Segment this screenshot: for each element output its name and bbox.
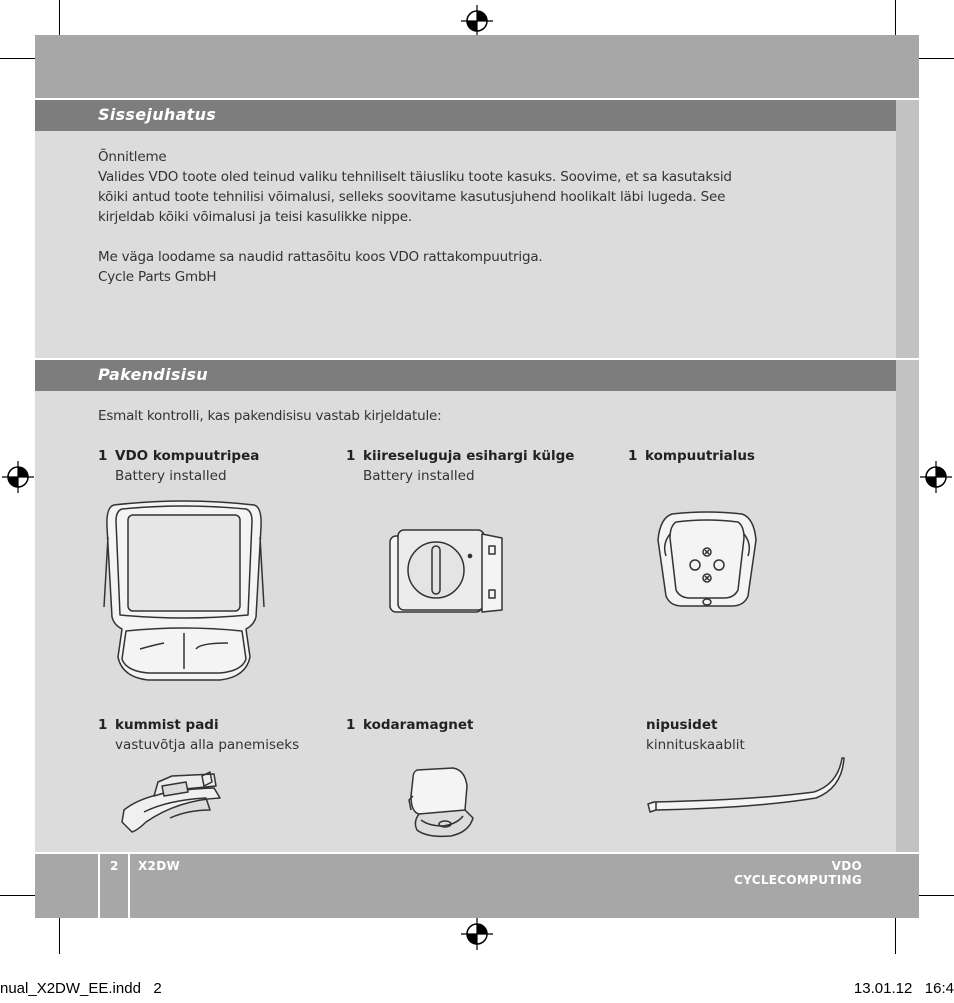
cable-tie-icon <box>644 754 848 816</box>
header-band <box>35 35 919 98</box>
rubber-pad-icon <box>118 770 226 836</box>
item-qty: 1 <box>628 448 638 464</box>
package-item <box>346 446 616 486</box>
package-item <box>628 446 878 466</box>
item-title: kodaramagnet <box>363 717 474 733</box>
package-item <box>98 715 338 755</box>
crop-mark <box>895 912 896 954</box>
package-heading-bar <box>35 360 896 391</box>
intro-line: kirjeldab kõiki võimalusi ja teisi kasulikke nippe. <box>98 209 412 225</box>
intro-text <box>98 147 858 287</box>
speed-sensor-icon <box>386 524 508 616</box>
item-qty: 1 <box>346 717 356 733</box>
registration-mark-icon <box>2 461 34 493</box>
bracket-icon <box>652 510 762 610</box>
intro-line: Me väga loodame sa naudid rattasõitu koos VDO rattakompuutriga. <box>98 249 543 265</box>
item-subtitle: Battery installed <box>363 468 475 484</box>
package-intro: Esmalt kontrolli, kas pakendisisu vastab kirjeldatule: <box>98 408 442 424</box>
item-subtitle: kinnituskaablit <box>646 737 745 753</box>
intro-heading: Sissejuhatus <box>98 105 217 124</box>
registration-mark-icon <box>461 5 493 37</box>
footer-divider <box>35 852 919 854</box>
brand-name: VDO CYCLECOMPUTING <box>734 859 862 887</box>
item-title: kompuutrialus <box>645 448 755 464</box>
item-title: kiireseluguja esihargi külge <box>363 448 575 464</box>
intro-heading-bar <box>35 100 896 131</box>
page-number: 2 <box>110 859 119 873</box>
item-subtitle: vastuvõtja alla panemiseks <box>115 737 300 753</box>
item-title: kummist padi <box>115 717 219 733</box>
item-title: nipusidet <box>646 717 718 733</box>
side-strip <box>896 98 919 852</box>
registration-mark-icon <box>461 918 493 950</box>
registration-mark-icon <box>920 461 952 493</box>
item-subtitle: Battery installed <box>115 468 227 484</box>
item-qty: 1 <box>98 448 108 464</box>
package-item <box>646 715 886 755</box>
package-heading: Pakendisisu <box>98 365 208 384</box>
intro-line: Cycle Parts GmbH <box>98 269 217 285</box>
spoke-magnet-icon <box>405 766 479 840</box>
intro-line: Õnnitleme <box>98 149 167 165</box>
model-name: X2DW <box>138 859 180 873</box>
intro-line: kõiki antud toote tehnilisi võimalusi, selleks soovitame kasutusjuhend hoolikalt läbi lugeda. See <box>98 189 726 205</box>
slug-filename: nual_X2DW_EE.indd 2 <box>0 980 162 997</box>
item-qty: 1 <box>346 448 356 464</box>
item-qty: 1 <box>98 717 108 733</box>
slug-timestamp: 13.01.12 16:4 <box>853 980 954 997</box>
footer-divider <box>128 852 130 918</box>
computer-head-icon <box>100 497 268 683</box>
crop-mark <box>59 912 60 954</box>
item-title: VDO kompuutripea <box>115 448 260 464</box>
package-item <box>346 715 586 735</box>
footer-divider <box>98 852 100 918</box>
intro-line: Valides VDO toote oled teinud valiku tehniliselt täiusliku toote kasuks. Soovime, et sa kasutaksid <box>98 169 732 185</box>
package-item <box>98 446 338 486</box>
